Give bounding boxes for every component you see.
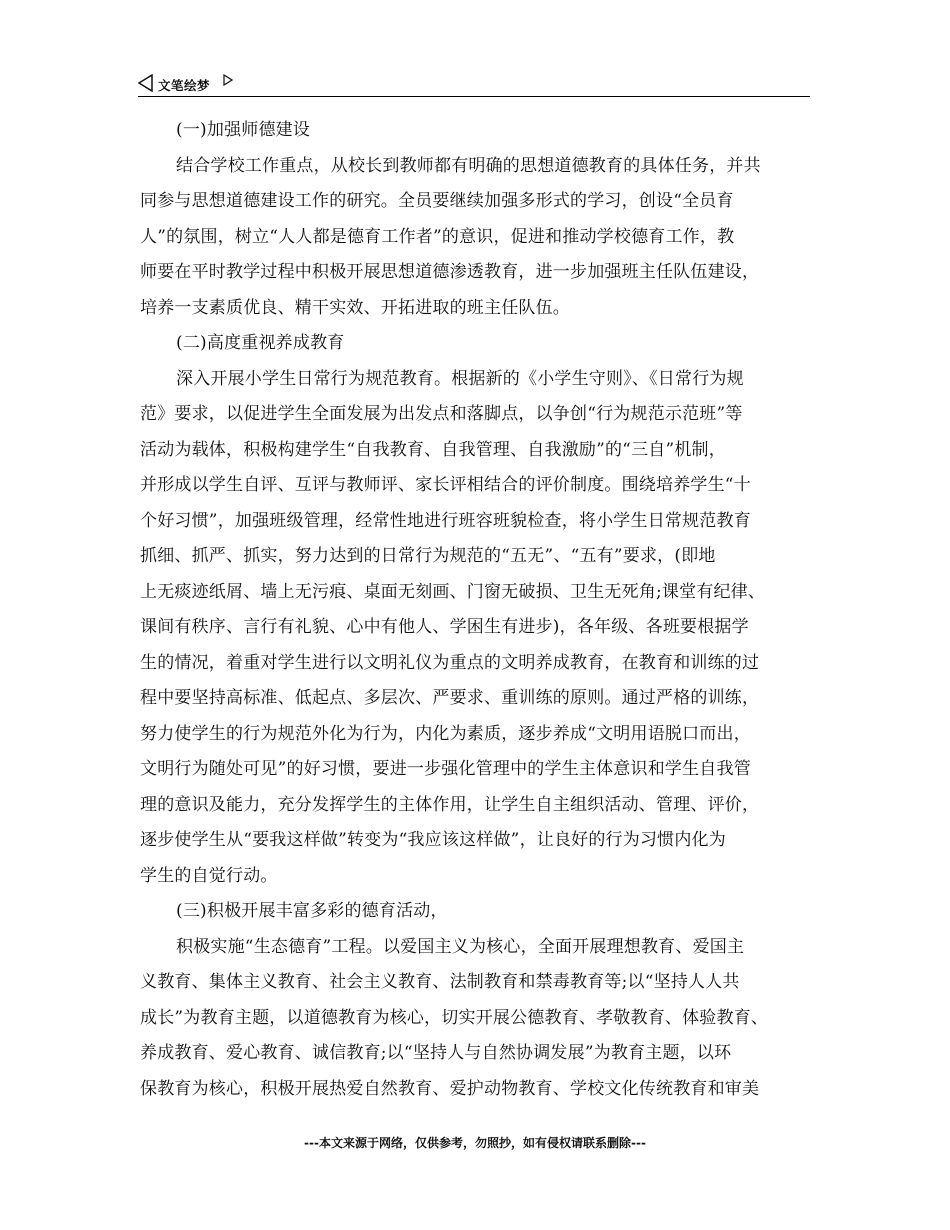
page-header: [138, 72, 810, 97]
header-title: 文笔绘梦: [158, 78, 211, 93]
paragraph-line: 积极实施“生态德育”工程。以爱国主义为核心，全面开展理想教育、爱国主: [176, 936, 745, 957]
paragraph-line: 课间有秩序、言行有礼貌、心中有他人、学困生有进步)，各年级、各班要根据学: [140, 617, 749, 637]
left-triangle-icon: [138, 74, 154, 92]
paragraph-line: 养成教育、爱心教育、诚信教育;以“坚持人与自然协调发展”为教育主题，以环: [140, 1043, 732, 1063]
paragraph-line: 逐步使学生从“要我这样做”转变为“我应该这样做”，让良好的行为习惯内化为: [140, 830, 726, 850]
section-heading-1: (一)加强师德建设: [176, 120, 311, 140]
paragraph-line: 理的意识及能力，充分发挥学生的主体作用，让学生自主组织活动、管理、评价，: [140, 794, 760, 815]
paragraph-line: 抓细、抓严、抓实，努力达到的日常行为规范的“五无”、“五有”要求，(即地: [140, 546, 716, 566]
right-triangle-icon: [223, 74, 233, 86]
paragraph-line: 个好习惯”，加强班级管理，经常性地进行班容班貌检查，将小学生日常规范教育: [140, 510, 751, 531]
paragraph-line: 学生的自觉行动。: [140, 865, 278, 886]
footer-disclaimer: ---本文来源于网络，仅供参考，勿照抄，如有侵权请联系删除---: [304, 1136, 646, 1150]
paragraph-line: 并形成以学生自评、互评与教师评、家长评相结合的评价制度。围绕培养学生“十: [140, 475, 751, 495]
paragraph-line: 师要在平时教学过程中积极开展思想道德渗透教育，进一步加强班主任队伍建设，: [140, 262, 760, 282]
paragraph-line: 义教育、集体主义教育、社会主义教育、法制教育和禁毒教育等;以“坚持人人共: [140, 972, 740, 992]
paragraph-line: 同参与思想道德建设工作的研究。全员要继续加强多形式的学习，创设“全员育: [140, 191, 734, 211]
paragraph-line: 活动为载体，积极构建学生“自我教育、自我管理、自我激励”的“三自”机制，: [140, 439, 726, 460]
paragraph-line: 努力使学生的行为规范外化为行为，内化为素质，逐步养成“文明用语脱口而出，: [140, 723, 751, 744]
document-body: [140, 113, 820, 1107]
paragraph-line: 成长”为教育主题，以道德教育为核心，切实开展公德教育、孝敬教育、体验教育、: [140, 1007, 769, 1028]
paragraph-line: 深入开展小学生日常行为规范教育。根据新的《小学生守则》、《日常行为规: [176, 368, 744, 389]
paragraph-line: 结合学校工作重点，从校长到教师都有明确的思想道德教育的具体任务，并共: [176, 155, 761, 176]
paragraph-line: 保教育为核心，积极开展热爱自然教育、爱护动物教育、学校文化传统教育和审美: [140, 1078, 760, 1099]
paragraph-line: 上无痰迹纸屑、墙上无污痕、桌面无刻画、门窗无破损、卫生无死角;课堂有纪律、: [140, 581, 766, 602]
section-heading-3: (三)积极开展丰富多彩的德育活动，: [176, 901, 448, 921]
paragraph-line: 程中要坚持高标准、低起点、多层次、严要求、重训练的原则。通过严格的训练，: [140, 688, 760, 708]
paragraph-line: 人”的氛围，树立“人人都是德育工作者”的意识，促进和推动学校德育工作，教: [140, 226, 735, 247]
section-heading-2: (二)高度重视养成教育: [176, 333, 345, 353]
paragraph-line: 生的情况，着重对学生进行以文明礼仪为重点的文明养成教育，在教育和训练的过: [140, 652, 760, 673]
paragraph-line: 文明行为随处可见”的好习惯，要进一步强化管理中的学生主体意识和学生自我管: [140, 759, 751, 779]
paragraph-line: 培养一支素质优良、精干实效、开拓进取的班主任队伍。: [140, 297, 570, 318]
paragraph-line: 范》要求，以促进学生全面发展为出发点和落脚点，以争创“行为规范示范班”等: [140, 404, 743, 424]
